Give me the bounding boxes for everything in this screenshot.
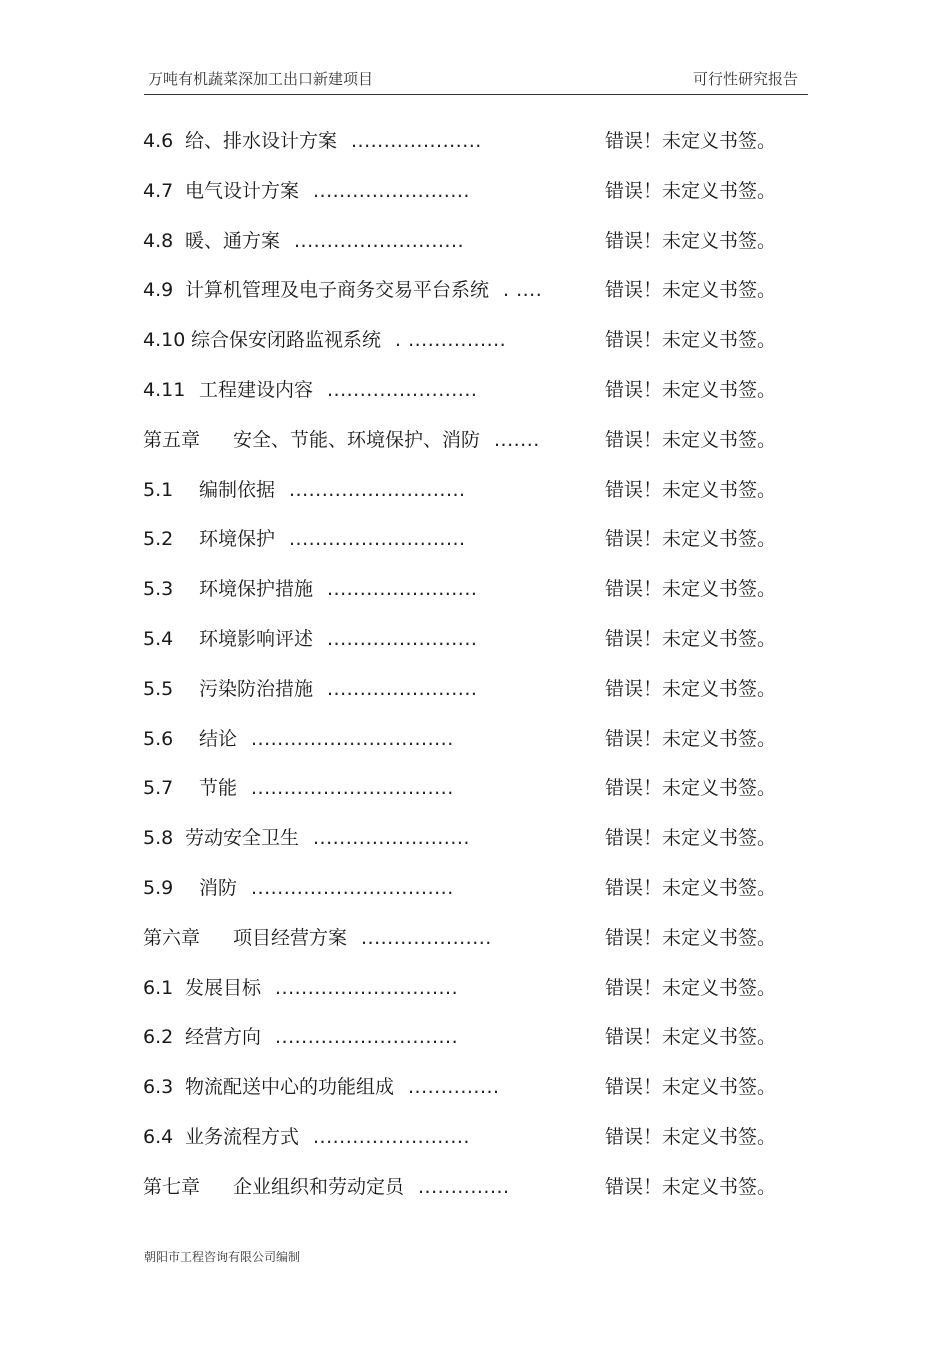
toc-entry[interactable] <box>143 228 808 278</box>
toc-entry-page-ref: 错误！未定义书签。 <box>605 627 777 650</box>
toc-entry-page-ref: 错误！未定义书签。 <box>605 329 777 352</box>
toc-entry-leader: ....................... <box>327 578 478 601</box>
toc-entry-title: 环境保护 <box>199 528 276 551</box>
header-project-title: 万吨有机蔬菜深加工出口新建项目 <box>148 70 374 88</box>
toc-entry-leader: ........................ <box>313 827 470 850</box>
toc-entry[interactable] <box>143 1024 808 1074</box>
toc-entry-number: 5.9 <box>143 876 174 899</box>
toc-entry-title: 业务流程方式 <box>185 1125 300 1148</box>
table-of-contents <box>143 128 808 1224</box>
toc-entry[interactable] <box>143 626 808 676</box>
toc-entry[interactable] <box>143 1074 808 1124</box>
toc-entry-leader: ............................... <box>251 727 454 750</box>
toc-entry-leader: . .... <box>503 279 543 302</box>
toc-entry-page-ref: 错误！未定义书签。 <box>605 827 777 850</box>
toc-entry-number: 5.7 <box>143 777 174 800</box>
toc-entry-title: 暖、通方案 <box>185 229 281 252</box>
toc-entry-page-ref: 错误！未定义书签。 <box>605 279 777 302</box>
toc-entry-page-ref: 错误！未定义书签。 <box>605 478 777 501</box>
toc-entry-leader: ............................ <box>275 976 459 999</box>
toc-entry-number: 第五章 <box>143 428 201 451</box>
toc-entry-page-ref: 错误！未定义书签。 <box>605 677 777 700</box>
toc-entry-title: 消防 <box>199 876 238 899</box>
toc-entry[interactable] <box>143 477 808 527</box>
header-report-type: 可行性研究报告 <box>692 70 798 88</box>
toc-entry-leader: .......................... <box>294 229 465 252</box>
toc-entry-number: 5.5 <box>143 677 174 700</box>
toc-entry-number: 4.11 <box>143 378 186 401</box>
toc-entry[interactable] <box>143 975 808 1025</box>
toc-entry-leader: ........................ <box>313 1125 470 1148</box>
toc-entry-title: 经营方向 <box>185 1026 262 1049</box>
toc-entry-number: 4.6 <box>143 130 174 152</box>
toc-entry-title: 污染防治措施 <box>199 677 314 700</box>
toc-entry-number: 6.2 <box>143 1026 174 1049</box>
toc-entry[interactable] <box>143 676 808 726</box>
toc-entry-page-ref: 错误！未定义书签。 <box>605 428 777 451</box>
toc-entry-page-ref: 错误！未定义书签。 <box>605 130 777 152</box>
toc-entry[interactable] <box>143 427 808 477</box>
toc-entry-page-ref: 错误！未定义书签。 <box>605 1076 777 1099</box>
toc-entry[interactable] <box>143 277 808 327</box>
toc-entry-title: 安全、节能、环境保护、消防 <box>233 428 481 451</box>
toc-entry[interactable] <box>143 825 808 875</box>
toc-entry[interactable] <box>143 526 808 576</box>
toc-entry-number: 第七章 <box>143 1175 201 1198</box>
toc-entry-leader: ........................ <box>313 179 470 202</box>
toc-entry-page-ref: 错误！未定义书签。 <box>605 229 777 252</box>
toc-entry-page-ref: 错误！未定义书签。 <box>605 1026 777 1049</box>
page-footer: 朝阳市工程咨询有限公司编制 <box>144 1250 301 1264</box>
toc-entry-page-ref: 错误！未定义书签。 <box>605 1125 777 1148</box>
toc-entry[interactable] <box>143 1174 808 1224</box>
toc-entry-leader: ............................... <box>251 876 454 899</box>
toc-entry-leader: ........................... <box>289 528 466 551</box>
toc-entry-number: 4.7 <box>143 179 174 202</box>
page-header <box>144 66 808 95</box>
toc-entry-number: 5.6 <box>143 727 174 750</box>
toc-entry-number: 6.4 <box>143 1125 174 1148</box>
toc-entry[interactable] <box>143 377 808 427</box>
toc-entry-leader: ....... <box>494 428 540 451</box>
toc-entry-leader: ....................... <box>327 378 478 401</box>
toc-entry-title: 环境影响评述 <box>199 627 314 650</box>
toc-entry-leader: .................... <box>351 130 482 152</box>
toc-entry-title: 环境保护措施 <box>199 578 314 601</box>
toc-entry-number: 5.3 <box>143 578 174 601</box>
toc-entry-title: 工程建设内容 <box>199 378 314 401</box>
toc-entry[interactable] <box>143 178 808 228</box>
toc-entry-title: 结论 <box>199 727 238 750</box>
toc-entry-title: 发展目标 <box>185 976 262 999</box>
toc-entry-leader: ....................... <box>327 677 478 700</box>
toc-entry-page-ref: 错误！未定义书签。 <box>605 179 777 202</box>
toc-entry-number: 4.9 <box>143 279 174 302</box>
toc-entry[interactable] <box>143 576 808 626</box>
toc-entry-title: 节能 <box>199 777 238 800</box>
toc-entry-leader: ........................... <box>289 478 466 501</box>
toc-entry-page-ref: 错误！未定义书签。 <box>605 777 777 800</box>
toc-entry-number: 5.8 <box>143 827 174 850</box>
toc-entry[interactable] <box>143 726 808 776</box>
toc-entry-title: 项目经营方案 <box>233 926 348 949</box>
toc-entry-number: 5.2 <box>143 528 174 551</box>
toc-entry-leader: . ............... <box>395 329 507 352</box>
toc-entry[interactable] <box>143 925 808 975</box>
toc-entry-number: 5.1 <box>143 478 174 501</box>
toc-entry-page-ref: 错误！未定义书签。 <box>605 976 777 999</box>
toc-entry-page-ref: 错误！未定义书签。 <box>605 727 777 750</box>
toc-entry-leader: .................... <box>361 926 492 949</box>
toc-entry-title: 计算机管理及电子商务交易平台系统 <box>185 279 490 302</box>
toc-entry[interactable] <box>143 1124 808 1174</box>
toc-entry-page-ref: 错误！未定义书签。 <box>605 1175 777 1198</box>
toc-entry[interactable] <box>143 128 808 178</box>
toc-entry-page-ref: 错误！未定义书签。 <box>605 578 777 601</box>
toc-entry-number: 6.1 <box>143 976 174 999</box>
toc-entry-page-ref: 错误！未定义书签。 <box>605 926 777 949</box>
toc-entry-number: 第六章 <box>143 926 201 949</box>
toc-entry-leader: .............. <box>418 1175 510 1198</box>
toc-entry-number: 4.8 <box>143 229 174 252</box>
toc-entry-title: 编制依据 <box>199 478 276 501</box>
toc-entry-leader: ....................... <box>327 627 478 650</box>
toc-entry-number: 6.3 <box>143 1076 174 1099</box>
toc-entry-leader: ............................... <box>251 777 454 800</box>
toc-entry-title: 电气设计方案 <box>185 179 300 202</box>
toc-entry-title: 企业组织和劳动定员 <box>233 1175 405 1198</box>
toc-entry[interactable] <box>143 875 808 925</box>
toc-entry-title: 物流配送中心的功能组成 <box>185 1076 395 1099</box>
toc-entry-number: 4.10 <box>143 329 186 352</box>
toc-entry-number: 5.4 <box>143 627 174 650</box>
toc-entry[interactable] <box>143 327 808 377</box>
toc-entry-title: 劳动安全卫生 <box>185 827 300 850</box>
toc-entry-leader: ............................ <box>275 1026 459 1049</box>
toc-entry-title: 综合保安闭路监视系统 <box>191 329 382 352</box>
toc-entry-title: 给、排水设计方案 <box>185 130 338 152</box>
toc-entry[interactable] <box>143 775 808 825</box>
toc-entry-page-ref: 错误！未定义书签。 <box>605 378 777 401</box>
toc-entry-leader: .............. <box>408 1076 500 1099</box>
toc-entry-page-ref: 错误！未定义书签。 <box>605 528 777 551</box>
toc-entry-page-ref: 错误！未定义书签。 <box>605 876 777 899</box>
